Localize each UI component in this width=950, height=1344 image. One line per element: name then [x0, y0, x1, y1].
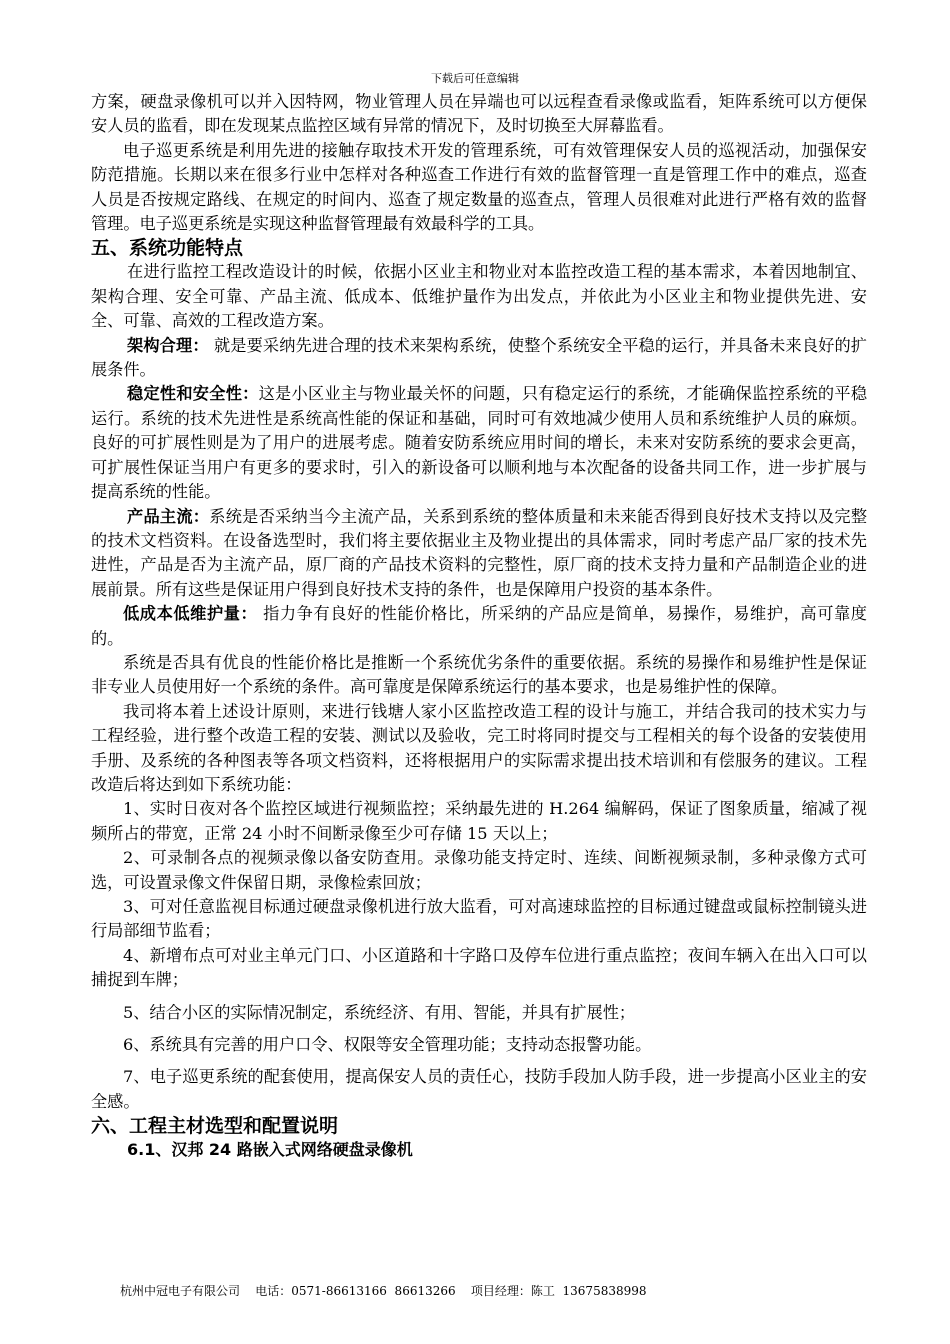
stability-label: 稳定性和安全性：	[127, 384, 259, 404]
stability-text: 这是小区业主与物业最关怀的问题，只有稳定运行的系统，才能确保监控系统的平稳运行。系统的技术先进性是系统高性能的保证和基础，同时可有效地减少使用人员和系统维护人员的麻烦。良好的可扩展性则是为了用户的进展考虑。随着安防系统应用时间的增长，未来对安防系统的要求会更高，可扩展性保证当用户有更多的要求时，引入的新设备可以顺利地与本次配备的设备共同工作，进一步扩展与提高系统的性能。	[91, 384, 868, 502]
paragraph-patrol: 电子巡更系统是利用先进的接触存取技术开发的管理系统，可有效管理保安人员的巡视活动，加强保安防范措施。长期以来在很多行业中怎样对各种巡查工作进行有效的监督管理一直是管理工作中的难点，巡查人员是否按规定路线、在规定的时间内、巡查了规定数量的巡查点，管理人员很难对此进行严格有效的监督管理。电子巡更系统是实现这种监督管理最有效最科学的工具。	[91, 140, 867, 234]
list-item: 3、可对任意监视目标通过硬盘录像机进行放大监看，可对高速球监控的目标通过键盘或鼠标控制镜头进行局部细节监看；	[91, 897, 867, 941]
page-footer: 杭州中冠电子有限公司 电话：0571-86613166 86613266 项目经理：陈工 13675838998	[120, 1284, 647, 1298]
mainstream-text: 系统是否采纳当今主流产品，关系到系统的整体质量和未来能否得到良好技术支持以及完整的技术文档资料。在设备选型时，我们将主要依据业主及物业提出的具体需求，同时考虑产品厂家的技术先进性，产品是否为主流产品，原厂商的产品技术资料的完整性，原厂商的技术支持力量和产品制造企业的进展前景。所有这些是保证用户得到良好技术支持的条件，也是保障用户投资的基本条件。	[91, 506, 868, 599]
list-item: 5、结合小区的实际情况制定，系统经济、有用、智能，并具有扩展性；	[123, 1002, 636, 1022]
list-item: 6、系统具有完善的用户口令、权限等安全管理功能；支持动态报警功能。	[123, 1035, 652, 1055]
list-item: 2、可录制各点的视频录像以备安防查用。录像功能支持定时、连续、间断视频录制，多种录像方式可选，可设置录像文件保留日期，录像检索回放；	[91, 848, 867, 892]
paragraph-stability	[91, 382, 867, 504]
list-item: 4、新增布点可对业主单元门口、小区道路和十字路口及停车位进行重点监控；夜间车辆入在出入口可以捕捉到车牌；	[91, 945, 867, 990]
page-header: 下载后可任意编辑	[431, 72, 519, 85]
architecture-text: 就是要采纳先进合理的技术来架构系统，使整个系统安全平稳的运行，并具备未来良好的扩展条件。	[91, 335, 867, 380]
paragraph-performance: 系统是否具有优良的性能价格比是推断一个系统优劣条件的重要依据。系统的易操作和易维护性是保证非专业人员使用好一个系统的条件。高可靠度是保障系统运行的基本要求，也是易维护性的保障。	[91, 652, 867, 697]
paragraph-mainstream	[91, 505, 867, 603]
paragraph-plan: 我司将本着上述设计原则，来进行钱塘人家小区监控改造工程的设计与施工，并结合我司的技术实力与工程经验，进行整个改造工程的安装、测试以及验收，完工时将同时提交与工程相关的每个设备的安装使用手册、及系统的各种图表等各项文档资料，还将根据用户的实际需求提出技术培训和有偿服务的建议。工程改造后将达到如下系统功能：	[91, 701, 867, 794]
paragraph-low-cost	[91, 602, 867, 651]
section-6-title: 六、工程主材选型和配置说明	[91, 1115, 339, 1138]
section-5-title: 五、系统功能特点	[91, 237, 244, 260]
section-6-1-title: 6.1、汉邦 24 路嵌入式网络硬盘录像机	[127, 1140, 413, 1160]
mainstream-label: 产品主流：	[127, 506, 210, 526]
architecture-label: 架构合理：	[127, 335, 209, 355]
list-item: 1、实时日夜对各个监控区域进行视频监控；采纳最先进的 H.264 编解码，保证了图象质量，缩减了视频所占的带宽，正常 24 小时不间断录像至少可存储 15 天以上；	[91, 799, 867, 843]
paragraph-intro: 在进行监控工程改造设计的时候，依据小区业主和物业对本监控改造工程的基本需求，本着因地制宜、架构合理、安全可靠、产品主流、低成本、低维护量作为出发点，并依此为小区业主和物业提供先进、安全、可靠、高效的工程改造方案。	[91, 262, 867, 331]
document-body	[91, 90, 867, 1162]
paragraph-scheme: 方案，硬盘录像机可以并入因特网，物业管理人员在异端也可以远程查看录像或监看，矩阵系统可以方便保安人员的监看，即在发现某点监控区域有异常的情况下，及时切换至大屏幕监看。	[91, 92, 867, 136]
list-item: 7、电子巡更系统的配套使用，提高保安人员的责任心，技防手段加人防手段，进一步提高小区业主的安全感。	[91, 1067, 867, 1111]
low-cost-text: 指力争有良好的性能价格比，所采纳的产品应是简单，易操作，易维护，高可靠度的。	[91, 604, 867, 648]
low-cost-label: 低成本低维护量：	[123, 604, 258, 624]
paragraph-architecture	[91, 334, 867, 383]
